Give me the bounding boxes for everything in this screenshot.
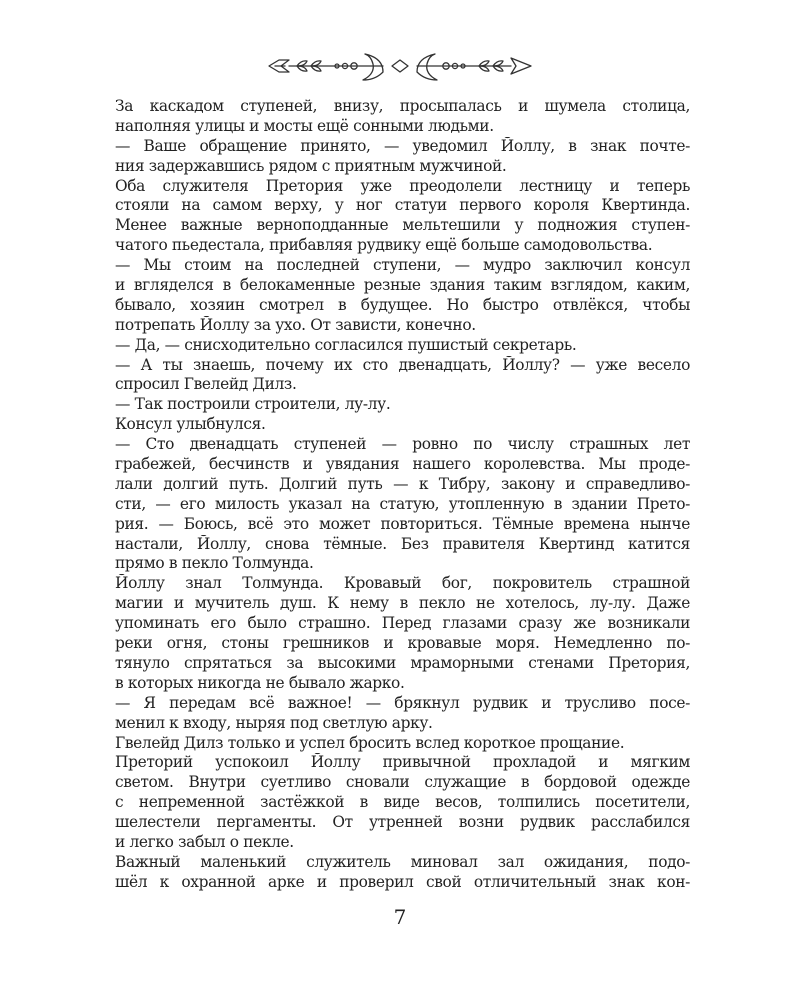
text-line: и легко забыл о пекле. — [115, 832, 294, 851]
text-line: — Ваше обращение принято, — уведомил Йоллу, в знак почте- — [115, 136, 690, 155]
text-line: прямо в пекло Толмунда. — [115, 554, 314, 573]
text-line: — Так построили строители, лу-лу. — [115, 395, 391, 414]
text-line: Менее важные верноподданные мельтешили у подножия ступен- — [115, 216, 690, 235]
text-line: грабежей, бесчинств и увядания нашего королевства. Мы проде- — [115, 455, 690, 474]
text-line: тянуло спрятаться за высокими мраморными стенами Претория, — [115, 653, 690, 672]
text-line: потрепать Йоллу за ухо. От зависти, конечно. — [115, 315, 476, 334]
text-line: светом. Внутри суетливо сновали служащие в бордовой одежде — [115, 773, 690, 792]
text-line: наполняя улицы и мосты ещё сонными людьми. — [115, 116, 494, 135]
text-line: спросил Гвелейд Дилз. — [115, 375, 297, 394]
text-line: лали долгий путь. Долгий путь — к Тибру, закону и справедливо- — [115, 474, 690, 493]
arrow-crescent-ornament-icon — [265, 46, 535, 86]
body-text — [115, 97, 690, 893]
text-line: шелестели пергаменты. От утренней возни рудвик расслабился — [115, 813, 690, 832]
text-line: — Сто двенадцать ступеней — ровно по числу страшных лет — [115, 435, 690, 454]
text-line: — А ты знаешь, почему их сто двенадцать, Йоллу? — уже весело — [115, 355, 690, 374]
text-line: с непременной застёжкой в виде весов, толпились посетители, — [115, 793, 690, 812]
text-line: рия. — Боюсь, всё это может повториться. Тёмные времена нынче — [115, 514, 690, 533]
text-line: Гвелейд Дилз только и успел бросить вслед короткое прощание. — [115, 733, 625, 752]
text-line: — Да, — снисходительно согласился пушистый секретарь. — [115, 335, 577, 354]
text-line: в которых никогда не бывало жарко. — [115, 673, 405, 692]
text-line: магии и мучитель душ. К нему в пекло не хотелось, лу-лу. Даже — [115, 594, 690, 613]
text-line: Преторий успокоил Йоллу привычной прохладой и мягким — [115, 753, 690, 772]
text-line: Йоллу знал Толмунда. Кровавый бог, покровитель страшной — [115, 574, 690, 593]
text-line: За каскадом ступеней, внизу, просыпалась и шумела столица, — [115, 97, 690, 115]
text-line: и вгляделся в белокаменные резные здания таким взглядом, каким, — [115, 276, 690, 295]
text-line: стояли на самом верху, у ног статуи первого короля Квертинда. — [115, 196, 690, 215]
text-line: — Мы стоим на последней ступени, — мудро заключил консул — [115, 256, 690, 275]
text-line: реки огня, стоны грешников и кровавые моря. Немедленно по- — [115, 634, 690, 653]
text-line: Оба служителя Претория уже преодолели лестницу и теперь — [115, 176, 690, 195]
page-number: 7 — [393, 905, 407, 929]
text-line: сти, — его милость указал на статую, утопленную в здании Прето- — [115, 494, 690, 513]
text-line: настали, Йоллу, снова тёмные. Без правителя Квертинд катится — [115, 534, 690, 553]
text-line: Важный маленький служитель миновал зал ожидания, подо- — [115, 852, 690, 871]
text-line: менил к входу, ныряя под светлую арку. — [115, 713, 433, 732]
text-line: бывало, хозяин смотрел в будущее. Но быстро отвлёкся, чтобы — [115, 295, 690, 314]
text-line: чатого пьедестала, прибавляя рудвику ещё больше самодовольства. — [115, 236, 653, 255]
text-line: шёл к охранной арке и проверил свой отличительный знак кон- — [115, 872, 690, 891]
text-line: Консул улыбнулся. — [115, 415, 266, 434]
text-line: ния задержавшись рядом с приятным мужчиной. — [115, 156, 507, 175]
text-line: — Я передам всё важное! — брякнул рудвик и трусливо посе- — [115, 693, 690, 712]
text-line: упоминать его было страшно. Перед глазами сразу же возникали — [115, 614, 690, 633]
